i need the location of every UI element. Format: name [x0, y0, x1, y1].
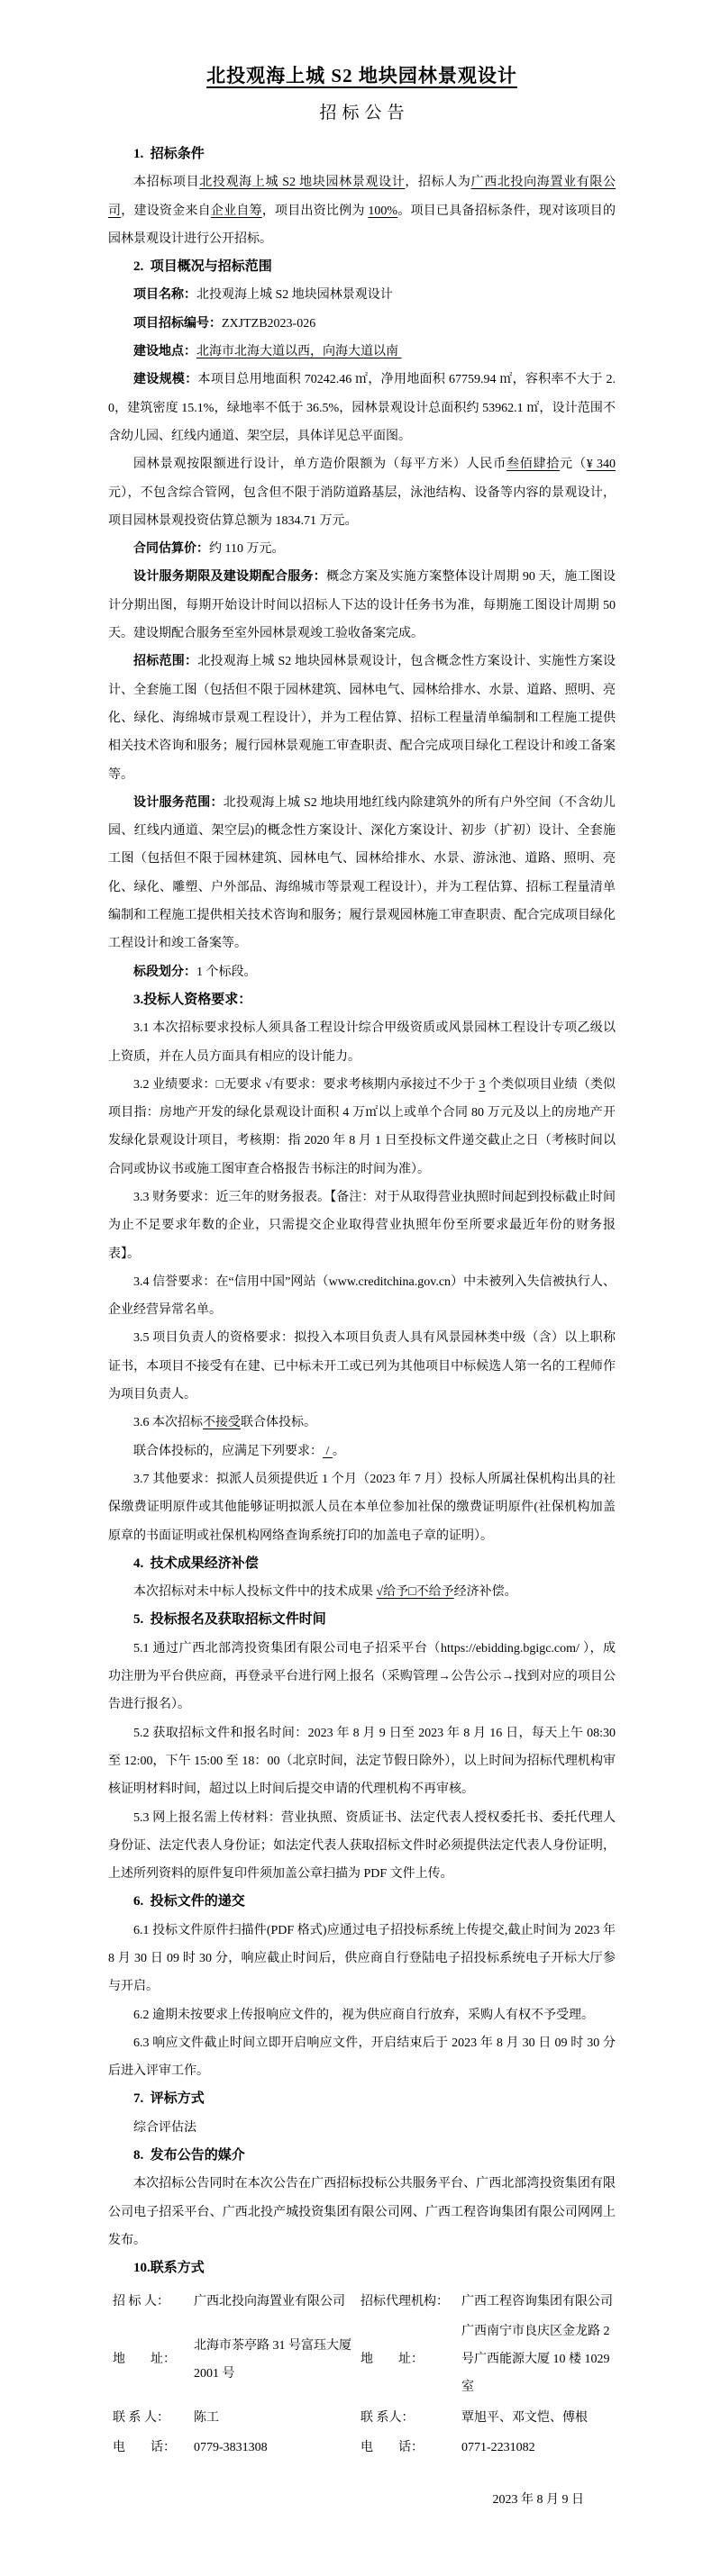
text-run: ，建设资金来自 — [121, 204, 211, 218]
clause-3-2 — [108, 1071, 616, 1184]
bidder-address-label: 地 址： — [113, 2353, 176, 2367]
intro-paragraph — [108, 168, 616, 253]
text-run: 1 个标段。 — [196, 965, 257, 979]
text-run: 本招标项目 — [133, 176, 200, 190]
underlined-text: 不接受 — [203, 1416, 241, 1430]
text-run: 园林景观按限额进行设计，单方造价限额为（每平方米）人民币 — [133, 458, 507, 472]
section-4-heading — [108, 1550, 616, 1578]
text-run: 3.4 信誉要求：在“信用中国”网站（www.creditchina.gov.cn）中未被列入失信被执行人、企业经营异常名单。 — [108, 1274, 616, 1318]
agency-name: 广西工程咨询集团有限公司 — [461, 2294, 613, 2308]
agency-label: 招标代理机构： — [360, 2294, 449, 2308]
underlined-text: 企业自筹 — [210, 204, 262, 218]
tender-scope — [108, 648, 616, 788]
doc-subtitle: 招标公告 — [319, 104, 410, 122]
bidder-name: 广西北投向海置业有限公司 — [194, 2294, 345, 2308]
section-3-heading — [108, 986, 616, 1014]
bidder-contact-label: 联 系 人： — [113, 2410, 169, 2425]
section-10-heading — [108, 2254, 616, 2282]
bidder-contact-person: 陈工 — [194, 2410, 219, 2425]
text-run: 联合体投标的，应满足下列要求： — [133, 1444, 323, 1458]
clause-5-3 — [108, 1804, 616, 1889]
evaluation-method — [108, 2114, 616, 2142]
clause-3-1 — [108, 1014, 616, 1071]
clause-3-7 — [108, 1465, 616, 1550]
construction-location — [108, 338, 616, 366]
bold-label: 5. 投标报名及获取招标文件时间 — [133, 1612, 326, 1628]
text-run: ，招标人为 — [405, 176, 471, 190]
text-run: 。 — [332, 1444, 345, 1458]
clause-3-4 — [108, 1268, 616, 1325]
bidder-phone: 0779-3831308 — [194, 2441, 268, 2455]
underlined-text: 叁佰肆拾 — [507, 458, 561, 472]
text-run: ZXJTZB2023-026 — [222, 316, 316, 331]
clause-6-3 — [108, 2029, 616, 2086]
agency-phone-label: 电 话： — [360, 2441, 424, 2455]
bold-label: 项目名称： — [133, 288, 196, 303]
construction-scale — [108, 366, 616, 450]
underlined-text: 100% — [368, 204, 398, 218]
underlined-text: 3 — [479, 1077, 486, 1092]
bold-label: 7. 评标方式 — [133, 2091, 205, 2107]
text-run: ，项目出资比例为 — [261, 204, 369, 218]
media-paragraph — [108, 2170, 616, 2254]
text-run: 6.1 投标文件原件扫描件(PDF 格式)应通过电子招投标系统上传提交,截止时间为 2023 年 8 月 30 日 09 时 30 分，响应截止时间后，供应商自行登陆电子招投标系统电子开标大厅参与开启。 — [108, 1923, 619, 1994]
clause-3-3 — [108, 1184, 616, 1268]
bold-label: 项目招标编号： — [133, 316, 222, 331]
bidder-address: 北海市茶亭路 31 号富珏大厦 2001 号 — [194, 2338, 355, 2381]
section-6-heading — [108, 1888, 616, 1916]
bold-label: 标段划分： — [133, 965, 196, 979]
text-run: 3.6 本次招标 — [133, 1416, 203, 1430]
bid-sections — [108, 958, 616, 986]
text-run: 北投观海上城 S2 地块园林景观设计，包含概念性方案设计、实施性方案设计、全套施工图（包括但不限于园林建筑、园林电气、园林给排水、水景、道路、照明、亮化、绿化、海绵城市景观工程设计），并为工程估算、招标工程量清单编制和工程施工提供相关技术咨询和服务；履行园林景观施工审查职责、配合完成项目绿化工程设计和竣工备案等。 — [108, 655, 616, 782]
text-run: 北投观海上城 S2 地块园林景观设计 — [196, 288, 393, 303]
underlined-text: / — [323, 1444, 333, 1458]
bold-label: 招标范围： — [133, 655, 198, 669]
section-8-heading — [108, 2142, 616, 2170]
clause-6-2 — [108, 2001, 616, 2029]
text-run: 6.3 响应文件截止时间立即开启响应文件，开启结束后于 2023 年 8 月 30 日 09 时 30 分后进入评审工作。 — [108, 2036, 616, 2079]
bidder-phone-label: 电 话： — [113, 2441, 176, 2455]
text-run: 综合评估法 — [133, 2120, 196, 2135]
project-name — [108, 281, 616, 309]
text-run: 联合体投标。 — [241, 1416, 316, 1430]
text-run: 3.2 业绩要求：□无要求 √有要求：要求考核期内承接过不少于 — [133, 1077, 479, 1092]
bold-label: 3.投标人资格要求： — [133, 992, 252, 1007]
agency-address: 广西南宁市良庆区金龙路 2 号广西能源大厦 10 楼 1029 室 — [461, 2324, 613, 2395]
text-run: 个类似项目业绩（类似项目指：房地产开发的绿化景观设计面积 4 万㎡以上或单个合同 80 万元及以上的房地产开发绿化景观设计项目，考核期：指 2020 年 8 月 1 日至投标文件递交截止之日（考核时间以合同或协议书或施工图审查合格报告书标注的时间为准）。 — [108, 1077, 616, 1176]
design-service-period — [108, 563, 619, 648]
text-run: 3.7 其他要求：拟派人员须提供近 1 个月（2023 年 7 月）投标人所属社保机构出具的社保缴费证明原件或其他能够证明拟派人员在本单位参加社保的缴费证明原件(社保机构加盖原章的书面证明或社保机构网络查询系统打印的加盖电子章的证明）。 — [108, 1472, 616, 1543]
text-run: 概念方案及实施方案整体设计周期 90 天，施工图设计分期出图，每期开始设计时间以招标人下达的设计任务书为准，每期施工图设计周期 50 天。建设期配合服务至室外园林景观竣工验收备案完成。 — [108, 570, 619, 641]
text-run: 约 110 万元。 — [209, 542, 285, 557]
text-run: 3.1 本次招标要求投标人须具备工程设计综合甲级资质或风景园林工程设计专项乙级以上资质，并在人员方面具有相应的设计能力。 — [108, 1021, 616, 1064]
text-run: 3.3 财务要求：近三年的财务报表。【备注：对于从取得营业执照时间起到投标截止时间为止不足要求年数的企业，只需提交企业取得营业执照年份至所要求最近年份的财务报表】。 — [108, 1190, 616, 1261]
section-5-heading — [108, 1606, 616, 1634]
underlined-text: 北投观海上城 S2 地块园林景观设计 — [199, 176, 406, 190]
bold-label: 6. 投标文件的递交 — [133, 1894, 245, 1909]
tech-compensation — [108, 1578, 616, 1606]
clause-5-2 — [108, 1719, 619, 1804]
tender-number — [108, 310, 616, 338]
agency-address-label: 地 址： — [360, 2353, 424, 2367]
contact-table — [108, 2287, 616, 2463]
joint-venture-note — [108, 1438, 616, 1465]
text-run: 本次招标对未中标人投标文件中的技术成果 — [133, 1585, 377, 1600]
agency-contact-person: 覃旭平、邓文恺、傅根 — [461, 2410, 588, 2425]
bold-label: 设计服务范围： — [133, 795, 224, 810]
contract-estimate — [108, 535, 616, 563]
text-run: 元（ — [560, 458, 587, 472]
clause-6-1 — [108, 1917, 619, 2001]
document-body — [108, 141, 619, 2283]
underlined-text: 北海市北海大道以西，向海大道以南 — [196, 345, 402, 359]
underlined-text: 广西北投向海置业有限公司 — [108, 176, 616, 218]
bold-label: 1. 招标条件 — [133, 147, 205, 161]
cost-limit-paragraph — [108, 450, 619, 535]
bold-label: 8. 发布公告的媒介 — [133, 2148, 245, 2163]
bold-label: 10.联系方式 — [133, 2261, 205, 2276]
text-run: 本项目总用地面积 70242.46 ㎡，净用地面积 67759.94 ㎡，容积率不大于 2.0，建筑密度 15.1%，绿地率不低于 36.5%，园林景观设计总面积约 53962.1 ㎡，设计范围不含幼儿园、红线内通道、架空层，具体详见总平面图。 — [108, 373, 616, 443]
text-run: 5.1 通过广西北部湾投资集团有限公司电子招采平台（https://ebidding.bgigc.com/ ），成功注册为平台供应商，再登录平台进行网上报名（采购管理→公告公示→找到对应的项目公告进行报名）。 — [108, 1641, 616, 1712]
text-run: 5.2 获取招标文件和报名时间：2023 年 8 月 9 日至 2023 年 8 月 16 日，每天上午 08:30 至 12:00，下午 15:00 至 18：00（北京时间，法定节假日除外），以上时间为招标代理机构审核证明材料时间，超过以上时间后提交申请的代理机构不再审核。 — [108, 1726, 619, 1797]
clause-3-6 — [108, 1409, 616, 1437]
design-service-scope — [108, 789, 616, 958]
clause-3-5 — [108, 1324, 616, 1409]
clause-5-1 — [108, 1635, 616, 1719]
bold-label: 建设规模： — [133, 373, 198, 387]
text-run: 。项目已具备招标条件，现对该项目的园林景观设计进行公开招标。 — [108, 204, 616, 246]
text-run: 3.5 项目负责人的资格要求：拟投入本项目负责人具有风景园林类中级（含）以上职称证书，本项目不接受有在建、已中标未开工或已列为其他项目中标候选人第一名的工程师作为项目负责人。 — [108, 1331, 616, 1402]
text-run: 元），不包含综合管网，包含但不限于消防道路基层，泳池结构、设备等内容的景观设计，项目园林景观投资估算总额为 1834.71 万元。 — [108, 458, 619, 528]
text-run: 5.3 网上报名需上传材料：营业执照、资质证书、法定代表人授权委托书、委托代理人身份证、法定代表人身份证；如法定代表人获取招标文件时必须提供法定代表人身份证明，上述所列资料的原件复印件须加盖公章扫描为 PDF 文件上传。 — [108, 1810, 616, 1882]
text-run: 6.2 逾期未按要求上传报响应文件的，视为供应商自行放弃，采购人有权不予受理。 — [133, 2008, 594, 2022]
section-7-heading — [108, 2085, 616, 2113]
bold-label: 设计服务期限及建设期配合服务： — [133, 570, 327, 585]
bold-label: 建设地点： — [133, 345, 196, 359]
text-run: 北投观海上城 S2 地块用地红线内除建筑外的所有户外空间（不含幼儿园、红线内通道、架空层)的概念性方案设计、深化方案设计、初步（扩初）设计、全套施工图（包括但不限于园林建筑、园林电气、园林给排水、水景、游泳池、道路、照明、亮化、绿化、雕塑、户外部品、海绵城市等景观工程设计），并为工程估算、招标工程量清单编制和工程施工提供相关技术咨询和服务；履行景观园林施工审查职责、配合完成项目绿化工程设计和竣工备案等。 — [108, 795, 616, 951]
agency-contact-label: 联 系人： — [360, 2410, 415, 2425]
section-1-heading — [108, 141, 616, 168]
agency-phone: 0771-2231082 — [461, 2441, 535, 2455]
text-run: 经济补偿。 — [453, 1585, 517, 1600]
text-run: 本次招标公告同时在本次公告在广西招标投标公共服务平台、广西北部湾投资集团有限公司电子招采平台、广西北投产城投资集团有限公司网、广西工程咨询集团有限公司网网上发布。 — [108, 2177, 616, 2247]
section-2-heading — [108, 253, 616, 281]
bidder-label: 招 标 人： — [113, 2294, 169, 2308]
bold-label: 合同估算价： — [133, 542, 209, 557]
bold-label: 4. 技术成果经济补偿 — [133, 1556, 259, 1571]
underlined-text: √给予□不给予 — [376, 1585, 454, 1600]
doc-title: 北投观海上城 S2 地块园林景观设计 — [206, 65, 517, 86]
underlined-text: ¥ 340 — [586, 458, 616, 472]
doc-date: 2023 年 8 月 9 日 — [492, 2493, 584, 2508]
bold-label: 2. 项目概况与招标范围 — [133, 259, 272, 275]
